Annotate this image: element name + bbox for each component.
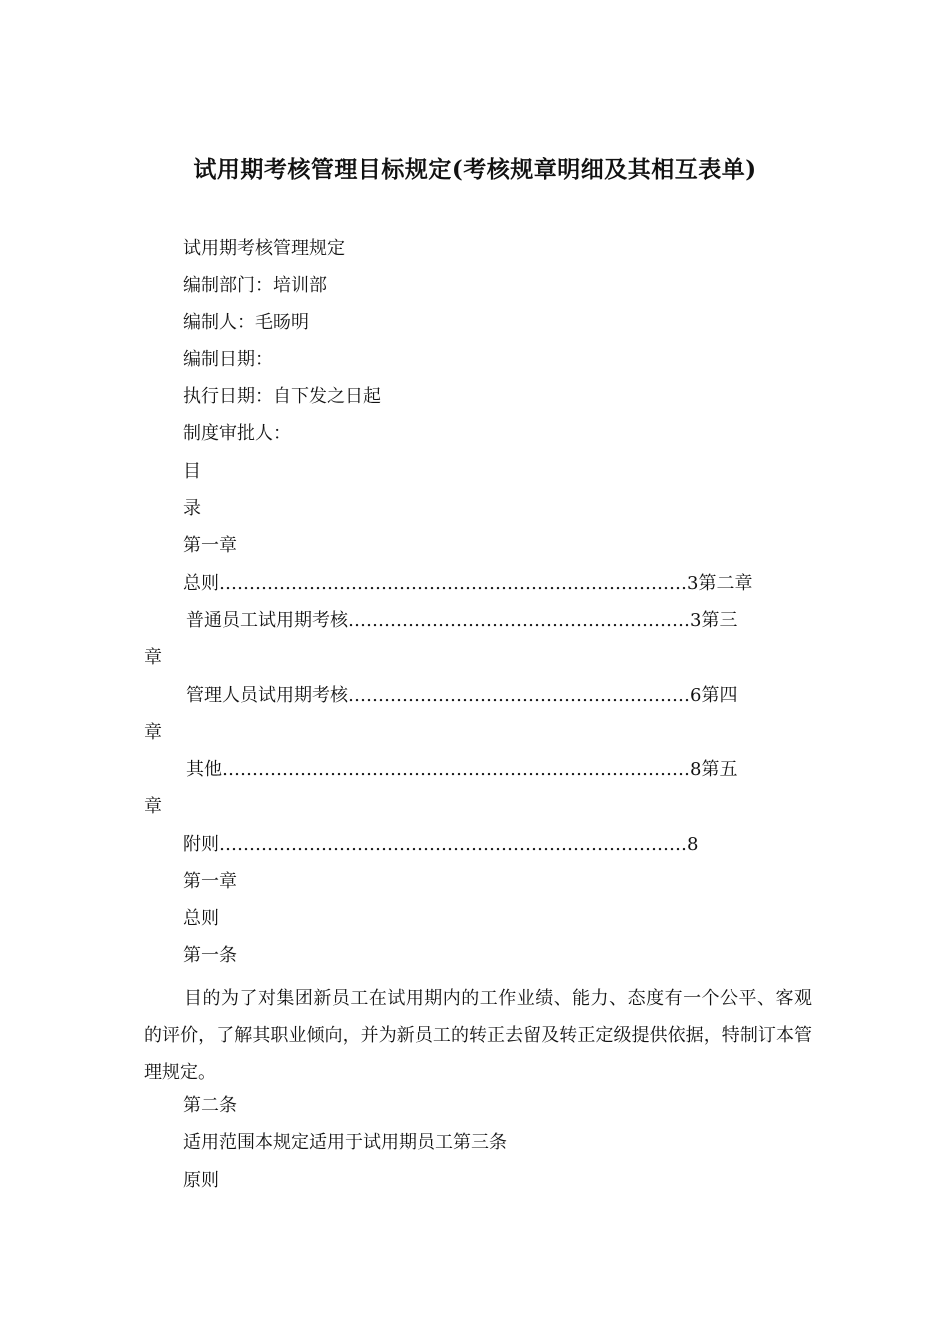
- header-line-author: 编制人：毛旸明: [183, 312, 309, 333]
- toc-entry: 普通员工试用期考核…………………………………………………3第三: [186, 610, 738, 631]
- toc-entry-wrap: 章: [144, 647, 162, 668]
- article-paragraph: 原则: [183, 1170, 219, 1191]
- header-line-compile-date: 编制日期：: [183, 349, 273, 370]
- toc-entry: 总则……………………………………………………………………3第二章: [183, 573, 753, 594]
- toc-entry-wrap: 章: [144, 722, 162, 743]
- toc-chapter-1-heading: 第一章: [183, 535, 237, 556]
- toc-label-2: 录: [183, 498, 201, 519]
- article-heading: 第一条: [183, 945, 237, 966]
- toc-entry: 附则……………………………………………………………………8: [183, 834, 699, 855]
- document-title: 试用期考核管理目标规定(考核规章明细及其相互表单): [193, 156, 757, 183]
- header-line-rule-name: 试用期考核管理规定: [183, 238, 345, 259]
- toc-entry: 其他……………………………………………………………………8第五: [186, 759, 738, 780]
- chapter-heading: 第一章: [183, 871, 237, 892]
- header-line-effective-date: 执行日期：自下发之日起: [183, 386, 381, 407]
- article-paragraph: 目的为了对集团新员工在试用期内的工作业绩、能力、态度有一个公平、客观的评价，了解其职业倾向，并为新员工的转正去留及转正定级提供依据，特制订本管理规定。: [144, 988, 812, 1083]
- header-line-approver: 制度审批人：: [183, 423, 291, 444]
- toc-label-1: 目: [183, 461, 201, 482]
- toc-entry: 管理人员试用期考核…………………………………………………6第四: [186, 685, 738, 706]
- toc-entry-wrap: 章: [144, 796, 162, 817]
- article-heading: 第二条: [183, 1095, 237, 1116]
- article-paragraph: 适用范围本规定适用于试用期员工第三条: [183, 1132, 507, 1153]
- chapter-title: 总则: [183, 908, 219, 929]
- header-line-department: 编制部门：培训部: [183, 275, 327, 296]
